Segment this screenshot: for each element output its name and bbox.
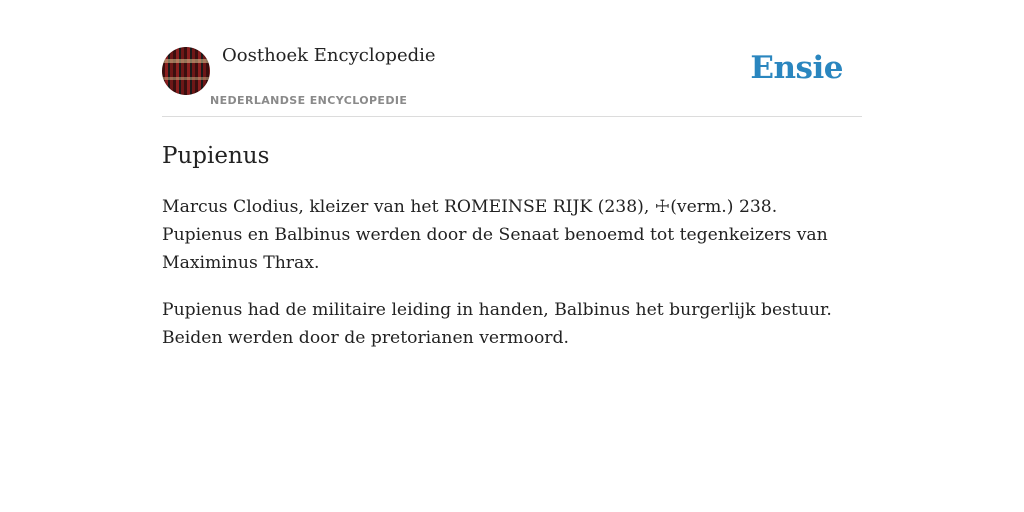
article-paragraph: Pupienus had de militaire leiding in handen, Balbinus het burgerlijk bestuur. Beiden werden door de pretorianen vermoord. <box>162 300 832 348</box>
site-title[interactable]: Oosthoek Encyclopedie <box>222 45 436 66</box>
bookshelf-avatar-icon[interactable] <box>162 47 210 95</box>
page <box>162 0 862 352</box>
article-title: Pupienus <box>162 143 270 169</box>
ensie-logo-link[interactable]: Ensie <box>750 50 843 86</box>
site-header <box>162 0 862 117</box>
site-subtitle: NEDERLANDSE ENCYCLOPEDIE <box>210 94 408 107</box>
shelf-decoration <box>162 77 210 80</box>
shelf-decoration <box>162 59 210 63</box>
article-paragraph: Marcus Clodius, kleizer van het ROMEINSE RIJK (238), ☩(verm.) 238. Pupienus en Balbinus werden door de Senaat benoemd tot tegenkeizers van Maximinus Thrax. <box>162 197 828 273</box>
